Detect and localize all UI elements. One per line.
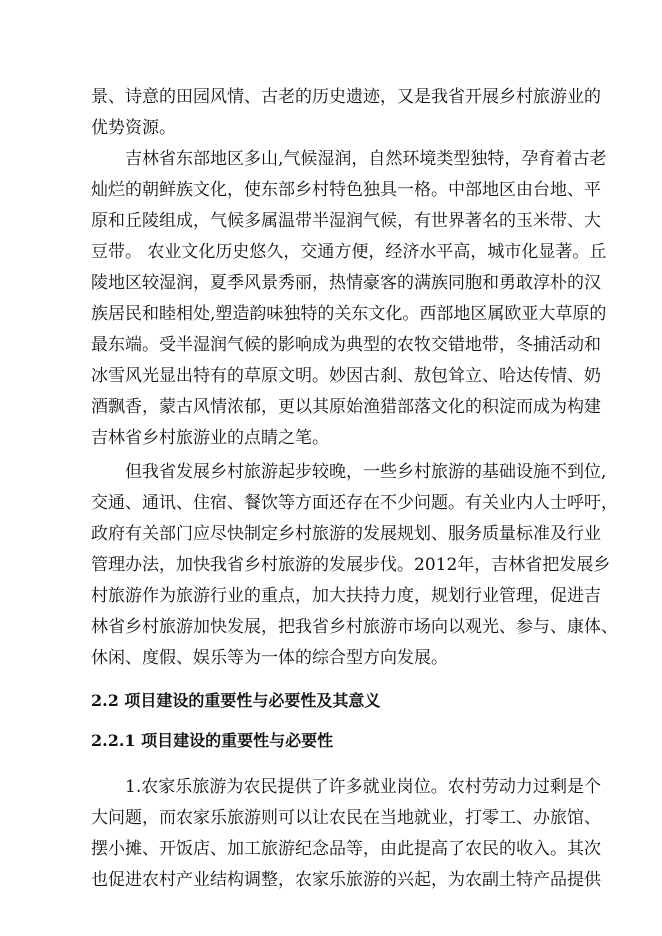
paragraph-4-line-1: 1.农家乐旅游为农民提供了许多就业岗位。农村劳动力过剩是个 xyxy=(125,777,601,797)
paragraph-2-line-10: 吉林省乡村旅游业的点睛之笔。 xyxy=(91,428,329,448)
paragraph-2-line-7: 最东端。受半湿润气候的影响成为典型的农牧交错地带，冬捕活动和 xyxy=(91,335,601,355)
paragraph-1-line-1: 景、诗意的田园风情、古老的历史遗迹，又是我省开展乡村旅游业的 xyxy=(91,87,601,107)
paragraph-2-line-6: 族居民和睦相处,塑造韵味独特的关东文化。西部地区属欧亚大草原的 xyxy=(91,304,607,324)
paragraph-2-line-2: 灿烂的朝鲜族文化，使东部乡村特色独具一格。中部地区由台地、平 xyxy=(91,180,601,200)
paragraph-3-line-2: 交通、通讯、住宿、餐饮等方面还存在不少问题。有关业内人士呼吁， xyxy=(91,493,618,513)
subsection-heading-2-2-1: 2.2.1 项目建设的重要性与必要性 xyxy=(91,731,334,750)
paragraph-2-line-4: 豆带。 农业文化历史悠久，交通方便，经济水平高，城市化显著。丘 xyxy=(91,242,607,262)
paragraph-3-line-4: 管理办法，加快我省乡村旅游的发展步伐。2012年，吉林省把发展乡 xyxy=(91,555,611,575)
paragraph-3-line-1: 但我省发展乡村旅游起步较晚，一些乡村旅游的基础设施不到位, xyxy=(125,462,607,482)
paragraph-2-line-8: 冰雪风光显出特有的草原文明。妙因古刹、敖包耸立、哈达传情、奶 xyxy=(91,366,601,386)
paragraph-1-line-2: 优势资源。 xyxy=(91,118,176,138)
section-heading-2-2: 2.2 项目建设的重要性与必要性及其意义 xyxy=(91,691,381,710)
paragraph-2-line-9: 酒飘香，蒙古风情浓郁，更以其原始渔猎部落文化的积淀而成为构建 xyxy=(91,397,601,417)
paragraph-3-line-5: 村旅游作为旅游行业的重点，加大扶持力度，规划行业管理，促进吉 xyxy=(91,586,601,606)
paragraph-2-line-3: 原和丘陵组成，气候多属温带半湿润气候，有世界著名的玉米带、大 xyxy=(91,211,601,231)
paragraph-3-line-6: 林省乡村旅游加快发展，把我省乡村旅游市场向以观光、参与、康体、 xyxy=(91,617,618,637)
paragraph-2-line-5: 陵地区较湿润，夏季风景秀丽，热情豪客的满族同胞和勇敢淳朴的汉 xyxy=(91,273,601,293)
paragraph-3-line-3: 政府有关部门应尽快制定乡村旅游的发展规划、服务质量标准及行业 xyxy=(91,524,601,544)
paragraph-4-line-3: 摆小摊、开饭店、加工旅游纪念品等，由此提高了农民的收入。其次 xyxy=(91,839,601,859)
paragraph-4-line-2: 大问题，而农家乐旅游则可以让农民在当地就业，打零工、办旅馆、 xyxy=(91,808,601,828)
paragraph-4-line-4: 也促进农村产业结构调整，农家乐旅游的兴起，为农副土特产品提供 xyxy=(91,870,601,890)
paragraph-2-line-1: 吉林省东部地区多山,气候湿润，自然环境类型独特，孕育着古老 xyxy=(125,149,607,169)
paragraph-3-line-7: 休闲、度假、娱乐等为一体的综合型方向发展。 xyxy=(91,648,448,668)
